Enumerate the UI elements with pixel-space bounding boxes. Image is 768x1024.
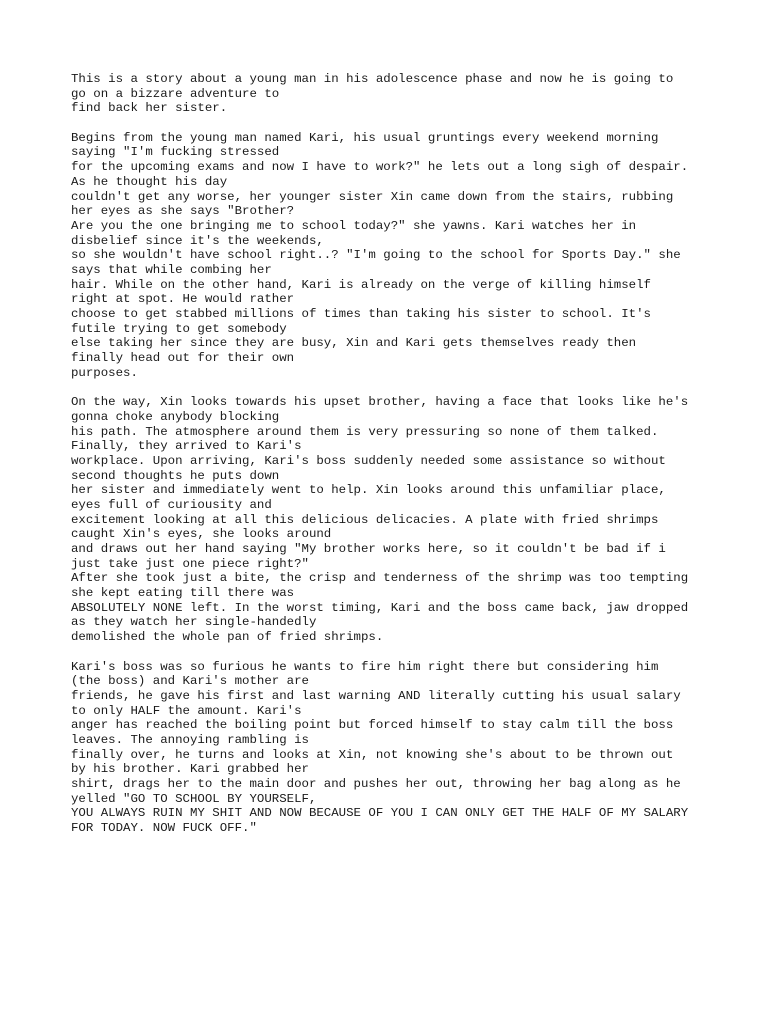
text-line: choose to get stabbed millions of times than taking his sister to school. It's	[71, 307, 651, 321]
paragraph-4	[71, 660, 751, 836]
text-line: by his brother. Kari grabbed her	[71, 762, 309, 777]
text-line: so she wouldn't have school right..? "I'm going to the school for Sports Day." she	[71, 248, 681, 263]
text-line: hair. While on the other hand, Kari is already on the verge of killing himself	[71, 277, 651, 292]
text-line: Are you the one bringing me to school today?" she yawns. Kari watches her in	[71, 218, 637, 233]
text-line: finally over, he turns and looks at Xin, not knowing she's about to be thrown out	[71, 747, 674, 762]
text-line: saying "I'm fucking stressed	[71, 145, 280, 160]
text-line: says that while combing her	[71, 262, 272, 277]
text-line: his path. The atmosphere around them is very pressuring so none of them talked.	[71, 424, 659, 439]
text-line: just take just one piece right?"	[71, 556, 309, 571]
text-line: to only HALF the amount. Kari's	[71, 703, 302, 718]
text-line: friends, he gave his first and last warning AND literally cutting his usual salary	[71, 688, 681, 703]
text-line: disbelief since it's the weekends,	[71, 233, 324, 248]
text-line: (the boss) and Kari's mother are	[71, 674, 309, 689]
paragraph-2	[71, 131, 751, 381]
text-line: purposes.	[71, 365, 138, 380]
text-line: As he thought his day	[71, 174, 228, 189]
text-line: go on a bizzare adventure to	[71, 86, 280, 101]
text-line: gonna choke anybody blocking	[71, 409, 280, 424]
text-line: shirt, drags her to the main door and pushes her out, throwing her bag along as he	[71, 777, 681, 791]
text-line: second thoughts he puts down	[71, 468, 280, 483]
text-line: eyes full of curiousity and	[71, 497, 272, 512]
paragraph-3	[71, 395, 751, 645]
text-line: leaves. The annoying rambling is	[71, 732, 309, 747]
text-line: YOU ALWAYS RUIN MY SHIT AND NOW BECAUSE OF YOU I CAN ONLY GET THE HALF OF MY SALARY	[71, 806, 689, 821]
text-line: yelled "GO TO SCHOOL BY YOURSELF,	[71, 791, 317, 806]
text-line: for the upcoming exams and now I have to work?" he lets out a long sigh of despair.	[71, 160, 689, 175]
text-line: her eyes as she says "Brother?	[71, 204, 295, 219]
text-line: On the way, Xin looks towards his upset brother, having a face that looks like he's	[71, 395, 689, 410]
text-line: Finally, they arrived to Kari's	[71, 439, 302, 454]
text-line: else taking her since they are busy, Xin and Kari gets themselves ready then	[71, 336, 637, 351]
text-line: FOR TODAY. NOW FUCK OFF."	[71, 821, 257, 836]
text-line: couldn't get any worse, her younger sister Xin came down from the stairs, rubbing	[71, 189, 674, 204]
text-line: demolished the whole pan of fried shrimps.	[71, 630, 384, 645]
text-line: she kept eating till there was	[71, 586, 295, 601]
text-line: find back her sister.	[71, 101, 228, 116]
text-line: her sister and immediately went to help. Xin looks around this unfamiliar place,	[71, 483, 666, 498]
text-line: Kari's boss was so furious he wants to fire him right there but considering him	[71, 659, 659, 674]
text-line: ABSOLUTELY NONE left. In the worst timing, Kari and the boss came back, jaw dropped	[71, 600, 689, 615]
text-line: and draws out her hand saying "My brother works here, so it couldn't be bad if i	[71, 542, 666, 556]
text-line: caught Xin's eyes, she looks around	[71, 527, 332, 542]
paragraph-1	[71, 72, 751, 116]
text-line: anger has reached the boiling point but forced himself to stay calm till the boss	[71, 718, 674, 733]
story-text	[71, 72, 751, 850]
text-line: After she took just a bite, the crisp and tenderness of the shrimp was too tempting	[71, 571, 689, 586]
text-line: as they watch her single-handedly	[71, 615, 317, 630]
text-line: excitement looking at all this delicious delicacies. A plate with fried shrimps	[71, 512, 659, 527]
text-line: This is a story about a young man in his adolescence phase and now he is going to	[71, 72, 674, 86]
text-line: right at spot. He would rather	[71, 292, 295, 307]
text-line: finally head out for their own	[71, 351, 295, 366]
text-line: workplace. Upon arriving, Kari's boss suddenly needed some assistance so without	[71, 453, 666, 468]
text-line: futile trying to get somebody	[71, 321, 287, 336]
text-line: Begins from the young man named Kari, his usual gruntings every weekend morning	[71, 130, 659, 145]
